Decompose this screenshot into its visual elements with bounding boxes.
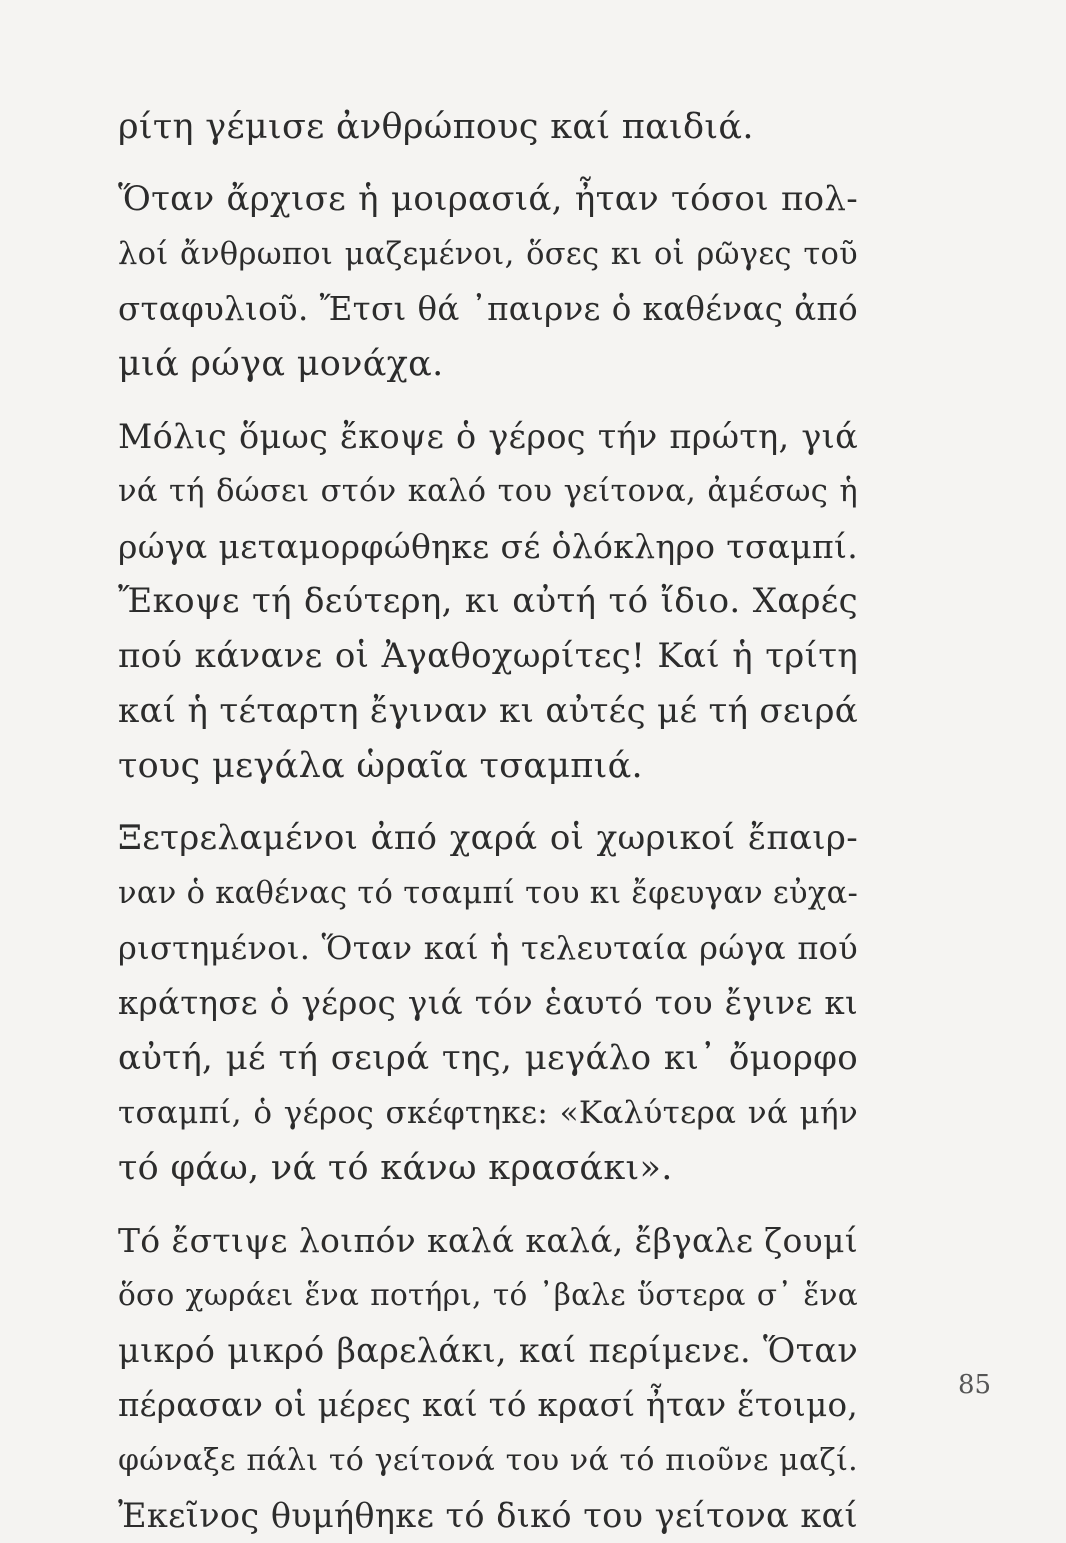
text-line: νά τή δώσει στόν καλό του γείτονα, ἀμέσως ἡ — [118, 474, 858, 509]
page-number: 85 — [958, 1370, 992, 1400]
paragraph-gap — [118, 1196, 858, 1213]
text-line: Ἔκοψε τή δεύτερη, κι αὐτή τό ἴδιο. Χαρές — [118, 581, 858, 621]
text-line: Ὅταν ἄρχισε ἡ μοιρασιά, ἦταν τόσοι πολ- — [118, 179, 858, 219]
text-line: ὅσο χωράει ἕνα ποτήρι, τό ᾽βαλε ὕστερα σ᾽ ἕνα — [118, 1278, 858, 1312]
text-line: καί ἡ τέταρτη ἔγιναν κι αὐτές μέ τή σειρά — [118, 691, 858, 731]
text-line: τους μεγάλα ὡραῖα τσαμπιά. — [118, 746, 643, 786]
paragraph-gap — [118, 155, 858, 172]
text-line: φώναξε πάλι τό γείτονά του νά τό πιοῦνε μαζί. — [118, 1443, 858, 1478]
text-line: κράτησε ὁ γέρος γιά τόν ἑαυτό του ἔγινε κι — [118, 984, 858, 1022]
paragraph-gap — [118, 794, 858, 811]
text-line: Ξετρελαμένοι ἀπό χαρά οἱ χωρικοί ἔπαιρ- — [118, 818, 858, 858]
text-line: ριστημένοι. Ὅταν καί ἡ τελευταία ρώγα πού — [118, 929, 858, 967]
text-line: μιά ρώγα μονάχα. — [118, 344, 444, 384]
paragraph-gap — [118, 392, 858, 409]
text-line: Τό ἔστιψε λοιπόν καλά καλά, ἔβγαλε ζουμί — [118, 1221, 858, 1260]
text-line: ναν ὁ καθένας τό τσαμπί του κι ἔφευγαν εὐχα- — [118, 876, 859, 911]
text-line: Ἐκεῖνος θυμήθηκε τό δικό του γείτονα καί — [118, 1496, 858, 1535]
text-line: ρώγα μεταμορφώθηκε σέ ὁλόκληρο τσαμπί. — [118, 527, 858, 566]
body-text — [118, 100, 858, 1543]
text-line: τσαμπί, ὁ γέρος σκέφτηκε: «Καλύτερα νά μήν — [118, 1095, 858, 1131]
text-line: ρίτη γέμισε ἀνθρώπους καί παιδιά. — [118, 107, 754, 147]
text-line: σταφυλιοῦ. Ἔτσι θά ᾽παιρνε ὁ καθένας ἀπό — [118, 290, 858, 328]
text-line: λοί ἄνθρωποι μαζεμένοι, ὅσες κι οἱ ρῶγες τοῦ — [118, 237, 858, 272]
text-line: αὐτή, μέ τή σειρά της, μεγάλο κι᾽ ὄμορφο — [118, 1038, 858, 1078]
text-line: τό φάω, νά τό κάνω κρασάκι». — [118, 1148, 673, 1188]
text-line: πού κάνανε οἱ Ἀγαθοχωρίτες! Καί ἡ τρίτη — [118, 636, 858, 676]
text-line: μικρό μικρό βαρελάκι, καί περίμενε. Ὅταν — [118, 1331, 858, 1370]
text-line: Μόλις ὅμως ἔκοψε ὁ γέρος τήν πρώτη, γιά — [118, 417, 858, 456]
text-line: πέρασαν οἱ μέρες καί τό κρασί ἦταν ἕτοιμο, — [118, 1386, 858, 1424]
